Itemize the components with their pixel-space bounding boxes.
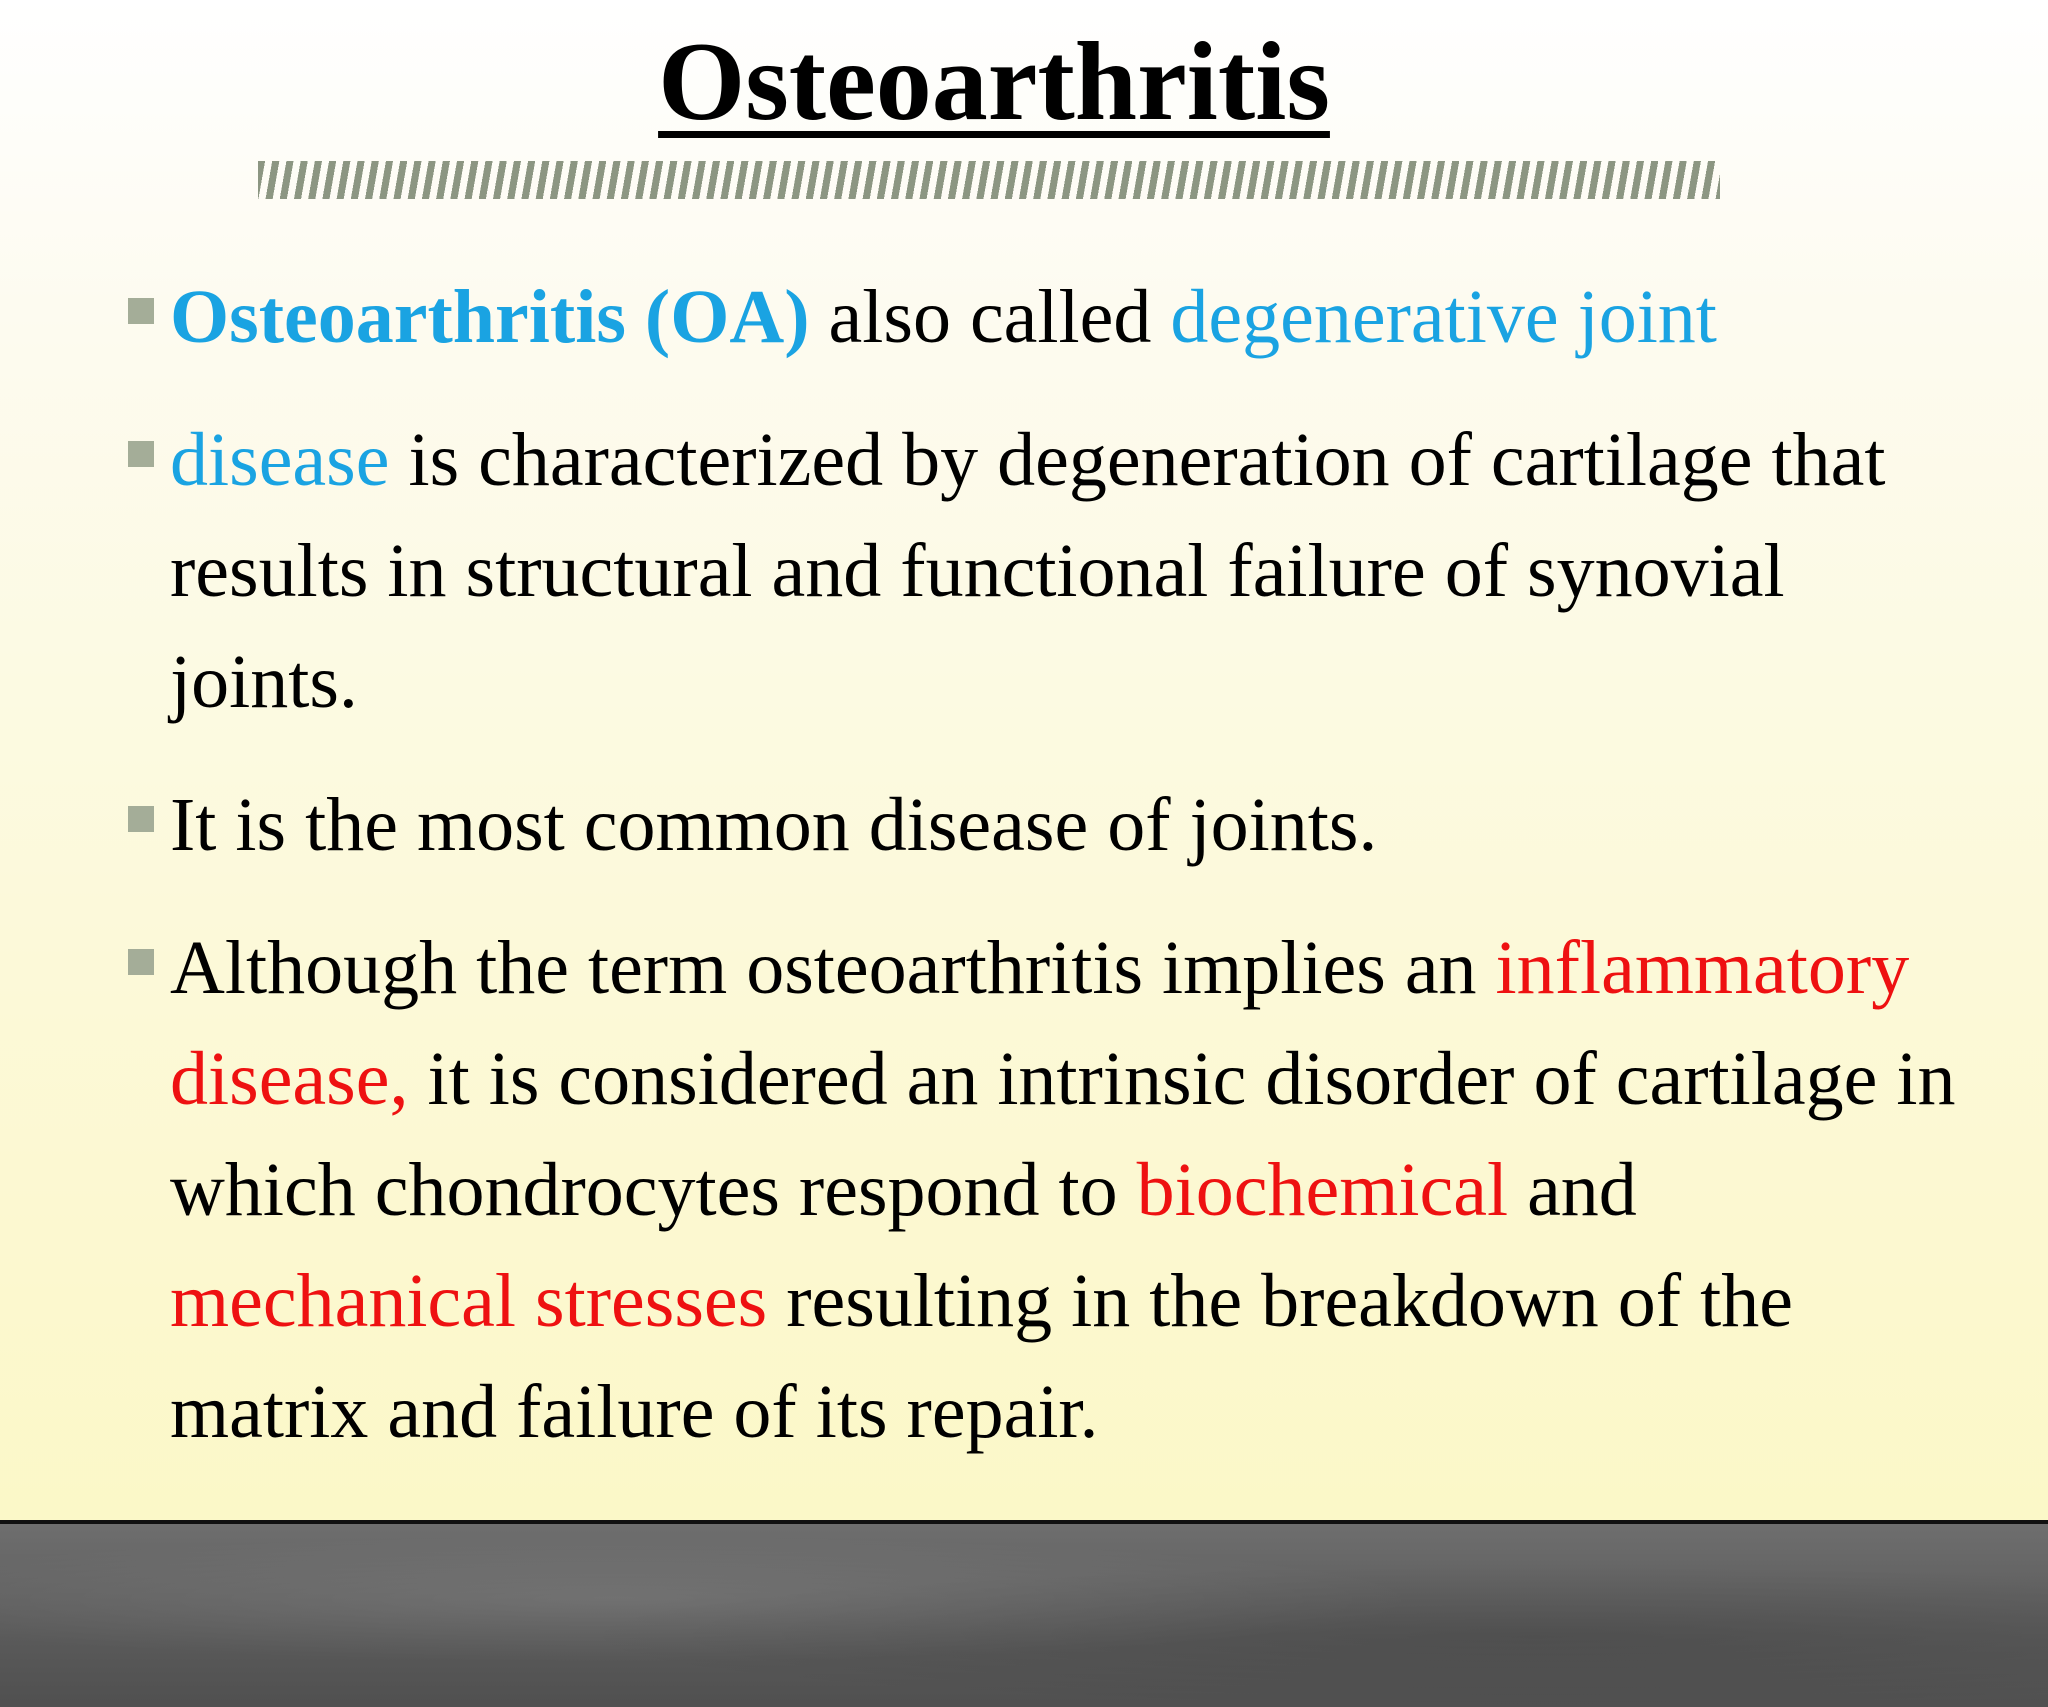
bullet-text: it is considered an intrinsic disorder of cartilage in which chondrocytes respond to <box>170 1037 1956 1232</box>
term-osteoarthritis-oa: Osteoarthritis (OA) <box>170 275 810 359</box>
bullet-text: also called <box>809 275 1171 359</box>
decorative-floor-band <box>0 1520 2048 1707</box>
bullet-item-4 <box>120 913 1980 1468</box>
bullet-item-2 <box>120 405 1980 738</box>
bullet-text: and <box>1508 1148 1637 1232</box>
bullet-square-icon <box>128 806 154 832</box>
bullet-text: is characterized by degeneration of cartilage that results in structural and functional failure of synovial joints. <box>170 418 1886 724</box>
bullet-item-3 <box>120 770 1980 881</box>
term-biochemical: biochemical <box>1136 1148 1509 1232</box>
term-mechanical-stresses: mechanical stresses <box>170 1259 768 1343</box>
bullet-square-icon <box>128 298 154 324</box>
bullet-square-icon <box>128 949 154 975</box>
bullet-text: Although the term osteoarthritis implies an <box>170 926 1496 1010</box>
bullet-square-icon <box>128 441 154 467</box>
term-inflammatory-disease: inflammatory disease, <box>170 926 1910 1121</box>
bullet-item-1 <box>120 262 1980 373</box>
decorative-stripe-divider <box>258 161 1720 199</box>
term-disease: disease <box>170 418 390 502</box>
bullet-list <box>120 262 1980 1500</box>
title-area <box>0 22 2048 142</box>
bullet-text: resulting in the breakdown of the matrix and failure of its repair. <box>170 1259 1793 1454</box>
bullet-text: It is the most common disease of joints. <box>170 783 1378 867</box>
slide-title: Osteoarthritis <box>658 20 1330 144</box>
term-degenerative-joint: degenerative joint <box>1170 275 1717 359</box>
